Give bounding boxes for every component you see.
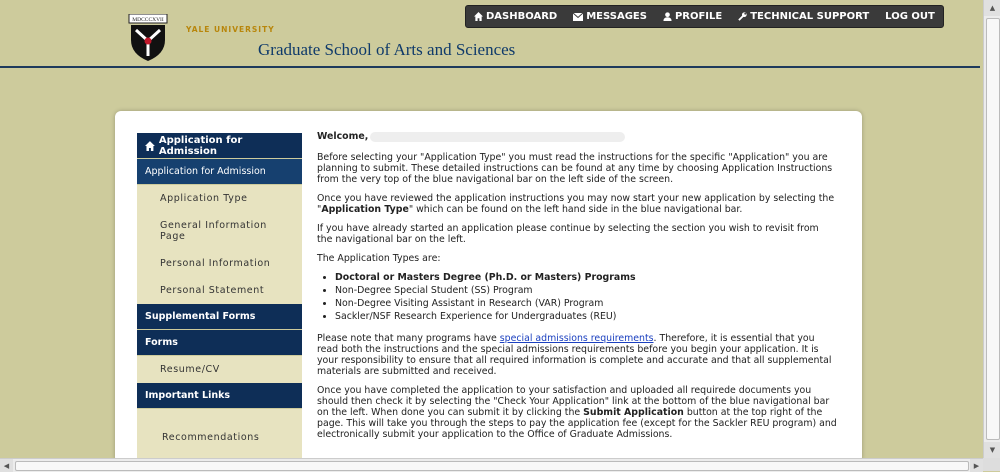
sidebar-item-personal-information[interactable]: Personal Information (160, 258, 271, 269)
svg-text:MDCCCXVII: MDCCCXVII (132, 17, 164, 23)
welcome-content (317, 131, 837, 448)
wrench-icon (738, 12, 747, 21)
scroll-down-icon[interactable]: ▼ (984, 442, 1000, 458)
vertical-scroll-thumb[interactable] (986, 18, 1000, 440)
main-panel (115, 111, 862, 463)
home-icon (145, 141, 155, 151)
list-item: • Doctoral or Masters Degree (Ph.D. or Masters) Programs (335, 272, 837, 283)
sidebar-section-important-links[interactable]: Important Links (137, 383, 302, 409)
home-icon (474, 12, 483, 21)
profile-label: PROFILE (674, 11, 723, 22)
site-header (0, 0, 980, 66)
sidebar-item-personal-statement[interactable]: Personal Statement (160, 285, 265, 296)
sidebar-section-supplemental-forms[interactable]: Supplemental Forms (137, 304, 302, 330)
vertical-scrollbar[interactable] (983, 0, 1000, 458)
list-item: • Non-Degree Visiting Assistant in Research (VAR) Program (335, 298, 837, 309)
sidebar-home-label: Application for Admission (158, 134, 243, 157)
technical-support-button[interactable] (730, 6, 877, 27)
header-divider (0, 66, 980, 68)
scrollbar-corner (983, 458, 1000, 471)
messages-button[interactable] (565, 6, 655, 27)
scroll-left-icon[interactable]: ◀ (0, 459, 13, 472)
school-name: Graduate School of Arts and Sciences (258, 40, 516, 59)
logout-label: LOG OUT (885, 11, 935, 22)
application-types-list (317, 272, 837, 322)
list-item: • Non-Degree Special Student (SS) Program (335, 285, 837, 296)
paragraph-submit: Once you have completed the application to your satisfaction and uploaded all requirede documents you should then check it by selecting the "Check Your Application" link at the bottom of the blue navigational bar on the left. When done you can submit it by clicking the Submit Application button at the top right of the page. This will take you through the steps to pay the application fee (except for the Sackler REU program) and electronically submit your application to the Office of Graduate Admissions. (317, 385, 837, 440)
list-item: • Sackler/NSF Research Experience for Undergraduates (REU) (335, 311, 837, 322)
sidebar-item-resume[interactable]: Resume/CV (160, 364, 220, 375)
sidebar-item-recommendations[interactable]: Recommendations (162, 431, 260, 443)
sidebar-home-link[interactable] (137, 133, 302, 159)
top-navigation (465, 5, 944, 28)
profile-button[interactable] (655, 6, 730, 27)
sidebar-nav (137, 133, 302, 463)
technical-support-label: TECHNICAL SUPPORT (750, 11, 870, 22)
scroll-right-icon[interactable]: ▶ (970, 459, 983, 472)
application-types-heading: The Application Types are: (317, 253, 441, 264)
sidebar-section-forms[interactable]: Forms (137, 330, 302, 356)
paragraph-instructions: Before selecting your "Application Type" you must read the instructions for the specific "Application" you are planning to submit. These detailed instructions can be found at any time by choosing Application Instructions from the very top of the blue navigational bar on the left side of the screen. (317, 152, 833, 185)
paragraph-continue: If you have already started an application please continue by selecting the section you wish to revisit from the navigational bar on the left. (317, 223, 819, 245)
logout-button[interactable] (877, 6, 943, 27)
paragraph-special-requirements: Please note that many programs have special admissions requirements. Therefore, it is essential that you read both the instructions and the special admissions requirements before you begin your application. It is your responsibility to ensure that all required information is complete and accurate and that all supplemental materials are submitted and received. (317, 333, 832, 377)
sidebar-item-general-information[interactable]: General Information Page (160, 220, 267, 242)
sidebar-section-application[interactable]: Application for Admission (137, 159, 302, 185)
scroll-up-icon[interactable]: ▲ (984, 0, 1000, 16)
dashboard-button[interactable] (466, 6, 565, 27)
special-requirements-link[interactable]: special admissions requirements (499, 333, 654, 344)
yale-seal-icon (128, 14, 168, 62)
university-name: YALE UNIVERSITY (186, 25, 275, 34)
dashboard-label: DASHBOARD (486, 11, 558, 22)
user-icon (663, 12, 672, 21)
paragraph-start-application: Once you have reviewed the application instructions you may now start your new application by selecting the "Application Type" which can be found on the left hand side in the blue navigational bar. (317, 193, 835, 215)
horizontal-scroll-thumb[interactable] (15, 461, 969, 471)
sidebar-item-application-type[interactable]: Application Type (160, 193, 248, 204)
welcome-heading: Welcome, (317, 131, 369, 142)
messages-label: MESSAGES (586, 11, 647, 22)
horizontal-scrollbar[interactable] (0, 458, 983, 472)
envelope-icon (573, 13, 583, 21)
redacted-name (370, 132, 625, 142)
